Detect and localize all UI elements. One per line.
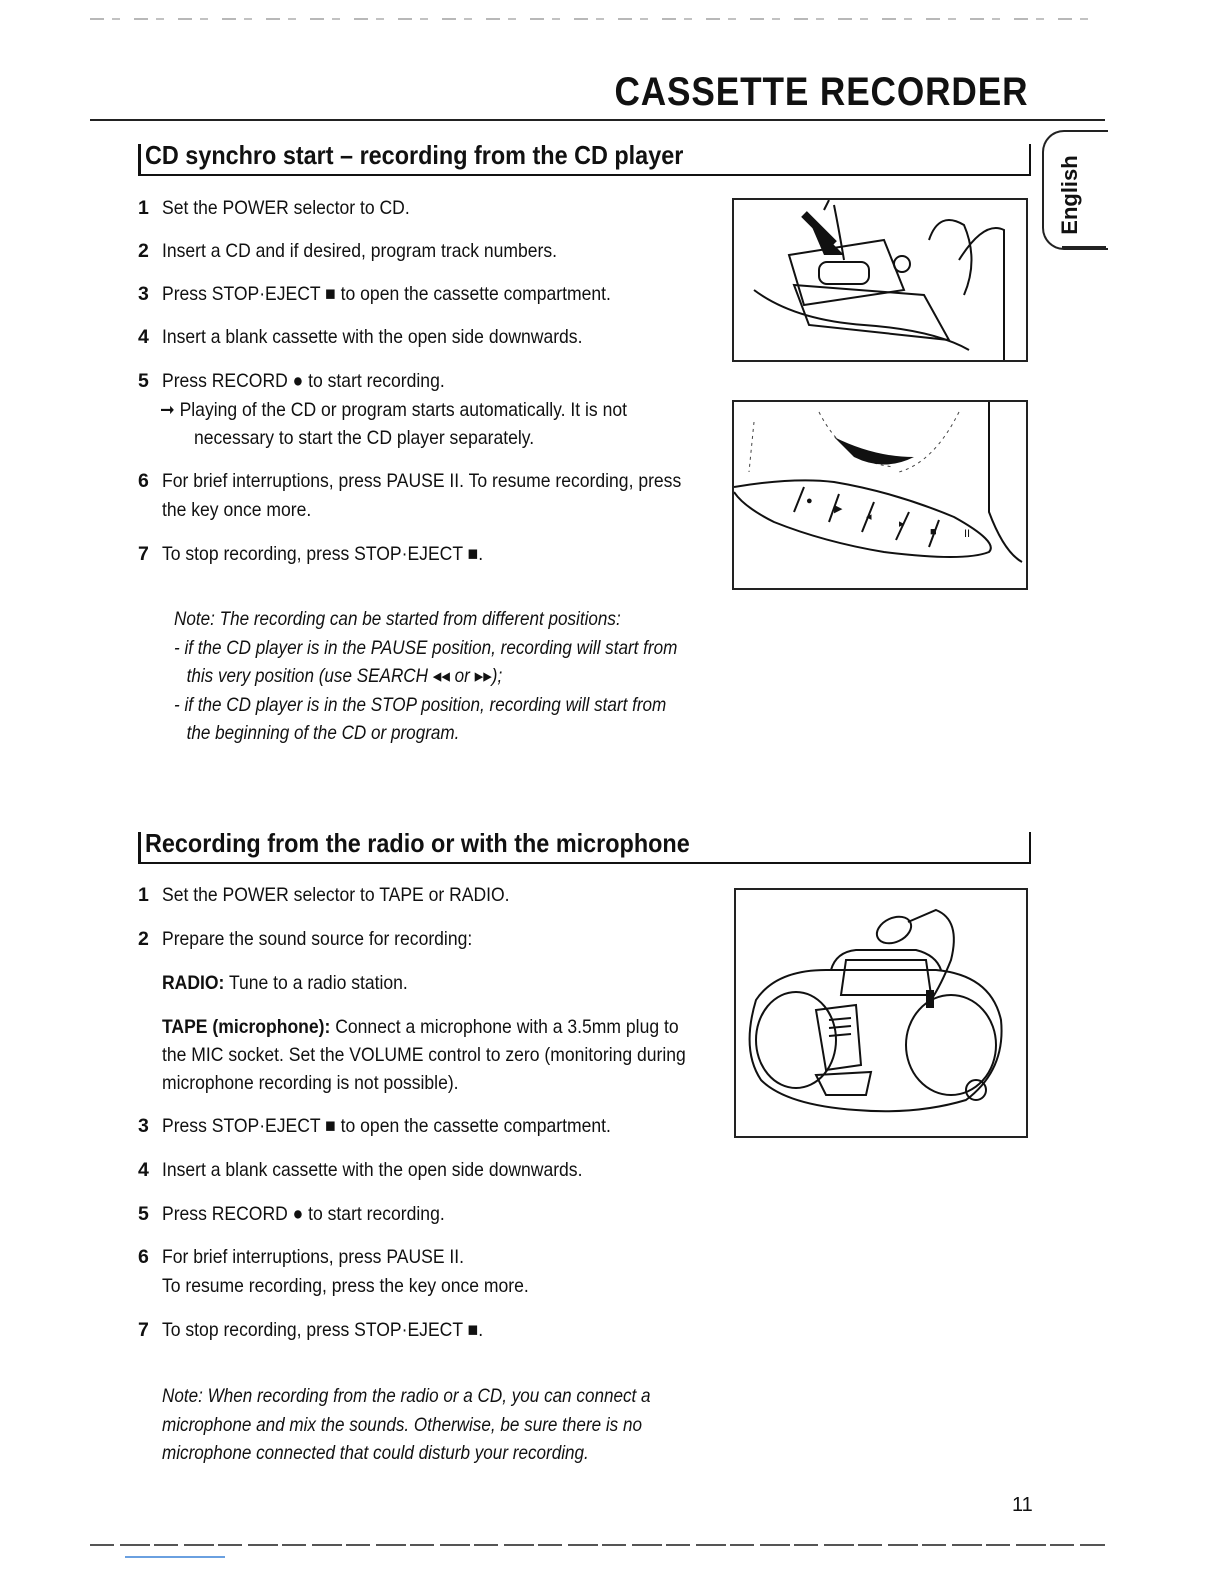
section2-tape-option: TAPE (microphone): Connect a microphone with a 3.5mm plug to: [162, 1016, 679, 1038]
section2-heading: Recording from the radio or with the microphone: [145, 828, 690, 858]
section1-step-3: 3 Press STOP·EJECT ■ to open the cassette compartment.: [138, 283, 611, 305]
section1-step-7: 7 To stop recording, press STOP·EJECT ■.: [138, 543, 484, 565]
section2-radio-option: RADIO: Tune to a radio station.: [162, 972, 408, 994]
page-title: CASSETTE RECORDER: [614, 70, 1028, 114]
boombox-microphone-illustration: [734, 888, 1028, 1138]
language-tab-rule: [1062, 246, 1106, 248]
section2-step-6: 6 For brief interruptions, press PAUSE II.: [138, 1246, 465, 1268]
page-number: 11: [1012, 1494, 1033, 1516]
keys-illustration: [732, 400, 1028, 590]
section2-tape-option-cont1: the MIC socket. Set the VOLUME control to zero (monitoring during: [162, 1044, 686, 1066]
scan-artifact-bottom: [125, 1556, 225, 1558]
section1-step-1: 1 Set the POWER selector to CD.: [138, 197, 410, 219]
section1-step-4: 4 Insert a blank cassette with the open side downwards.: [138, 326, 583, 348]
section2-heading-box: [138, 828, 1031, 864]
language-tab-label: English: [1057, 155, 1082, 235]
cassette-insert-illustration: [732, 198, 1028, 362]
section1-step-6: 6 For brief interruptions, press PAUSE II. To resume recording, press: [138, 470, 682, 492]
section2-step-5: 5 Press RECORD ● to start recording.: [138, 1203, 445, 1225]
section2-step-2: 2 Prepare the sound source for recording:: [138, 928, 473, 950]
section1-heading-box: [138, 140, 1031, 176]
svg-text:■: ■: [930, 526, 937, 538]
svg-text:▶: ▶: [834, 503, 843, 515]
svg-text:●: ●: [806, 495, 813, 507]
section1-step-5-result: ➞ Playing of the CD or program starts automatically. It is not: [160, 399, 627, 421]
section2-step-7: 7 To stop recording, press STOP·EJECT ■.: [138, 1319, 484, 1341]
section2-step-4: 4 Insert a blank cassette with the open side downwards.: [138, 1159, 583, 1181]
scan-artifact-top: [90, 18, 1100, 20]
section1-step-5-result-cont: necessary to start the CD player separately.: [194, 427, 535, 449]
section1-step-5: 5 Press RECORD ● to start recording.: [138, 370, 445, 392]
footer-rule: [90, 1544, 1105, 1546]
section1-note: Note: The recording can be started from different positions: - if the CD player is in the PAUSE position, recording will start from this very position (use SEARCH ◂◂ or ▸▸); - if the CD player is in the STOP position, recording will start from the beginning of the CD or program.: [174, 609, 678, 744]
section2-note: Note: When recording from the radio or a CD, you can connect a microphone and mix the sounds. Otherwise, be sure there is no microphone connected that could disturb your recording.: [162, 1386, 651, 1464]
header-rule: [90, 119, 1105, 121]
section2-tape-option-cont2: microphone recording is not possible).: [162, 1072, 459, 1094]
section2-step-1: 1 Set the POWER selector to TAPE or RADIO.: [138, 884, 510, 906]
section1-heading: CD synchro start – recording from the CD player: [145, 140, 684, 170]
svg-text:▸: ▸: [899, 518, 905, 530]
section1-step-6-cont: the key once more.: [162, 499, 312, 521]
section1-step-2: 2 Insert a CD and if desired, program track numbers.: [138, 240, 558, 262]
section2-step-6-cont: To resume recording, press the key once more.: [162, 1275, 529, 1297]
svg-text:II: II: [964, 528, 971, 540]
svg-text:◂: ◂: [866, 511, 872, 523]
section2-step-3: 3 Press STOP·EJECT ■ to open the cassette compartment.: [138, 1115, 611, 1137]
